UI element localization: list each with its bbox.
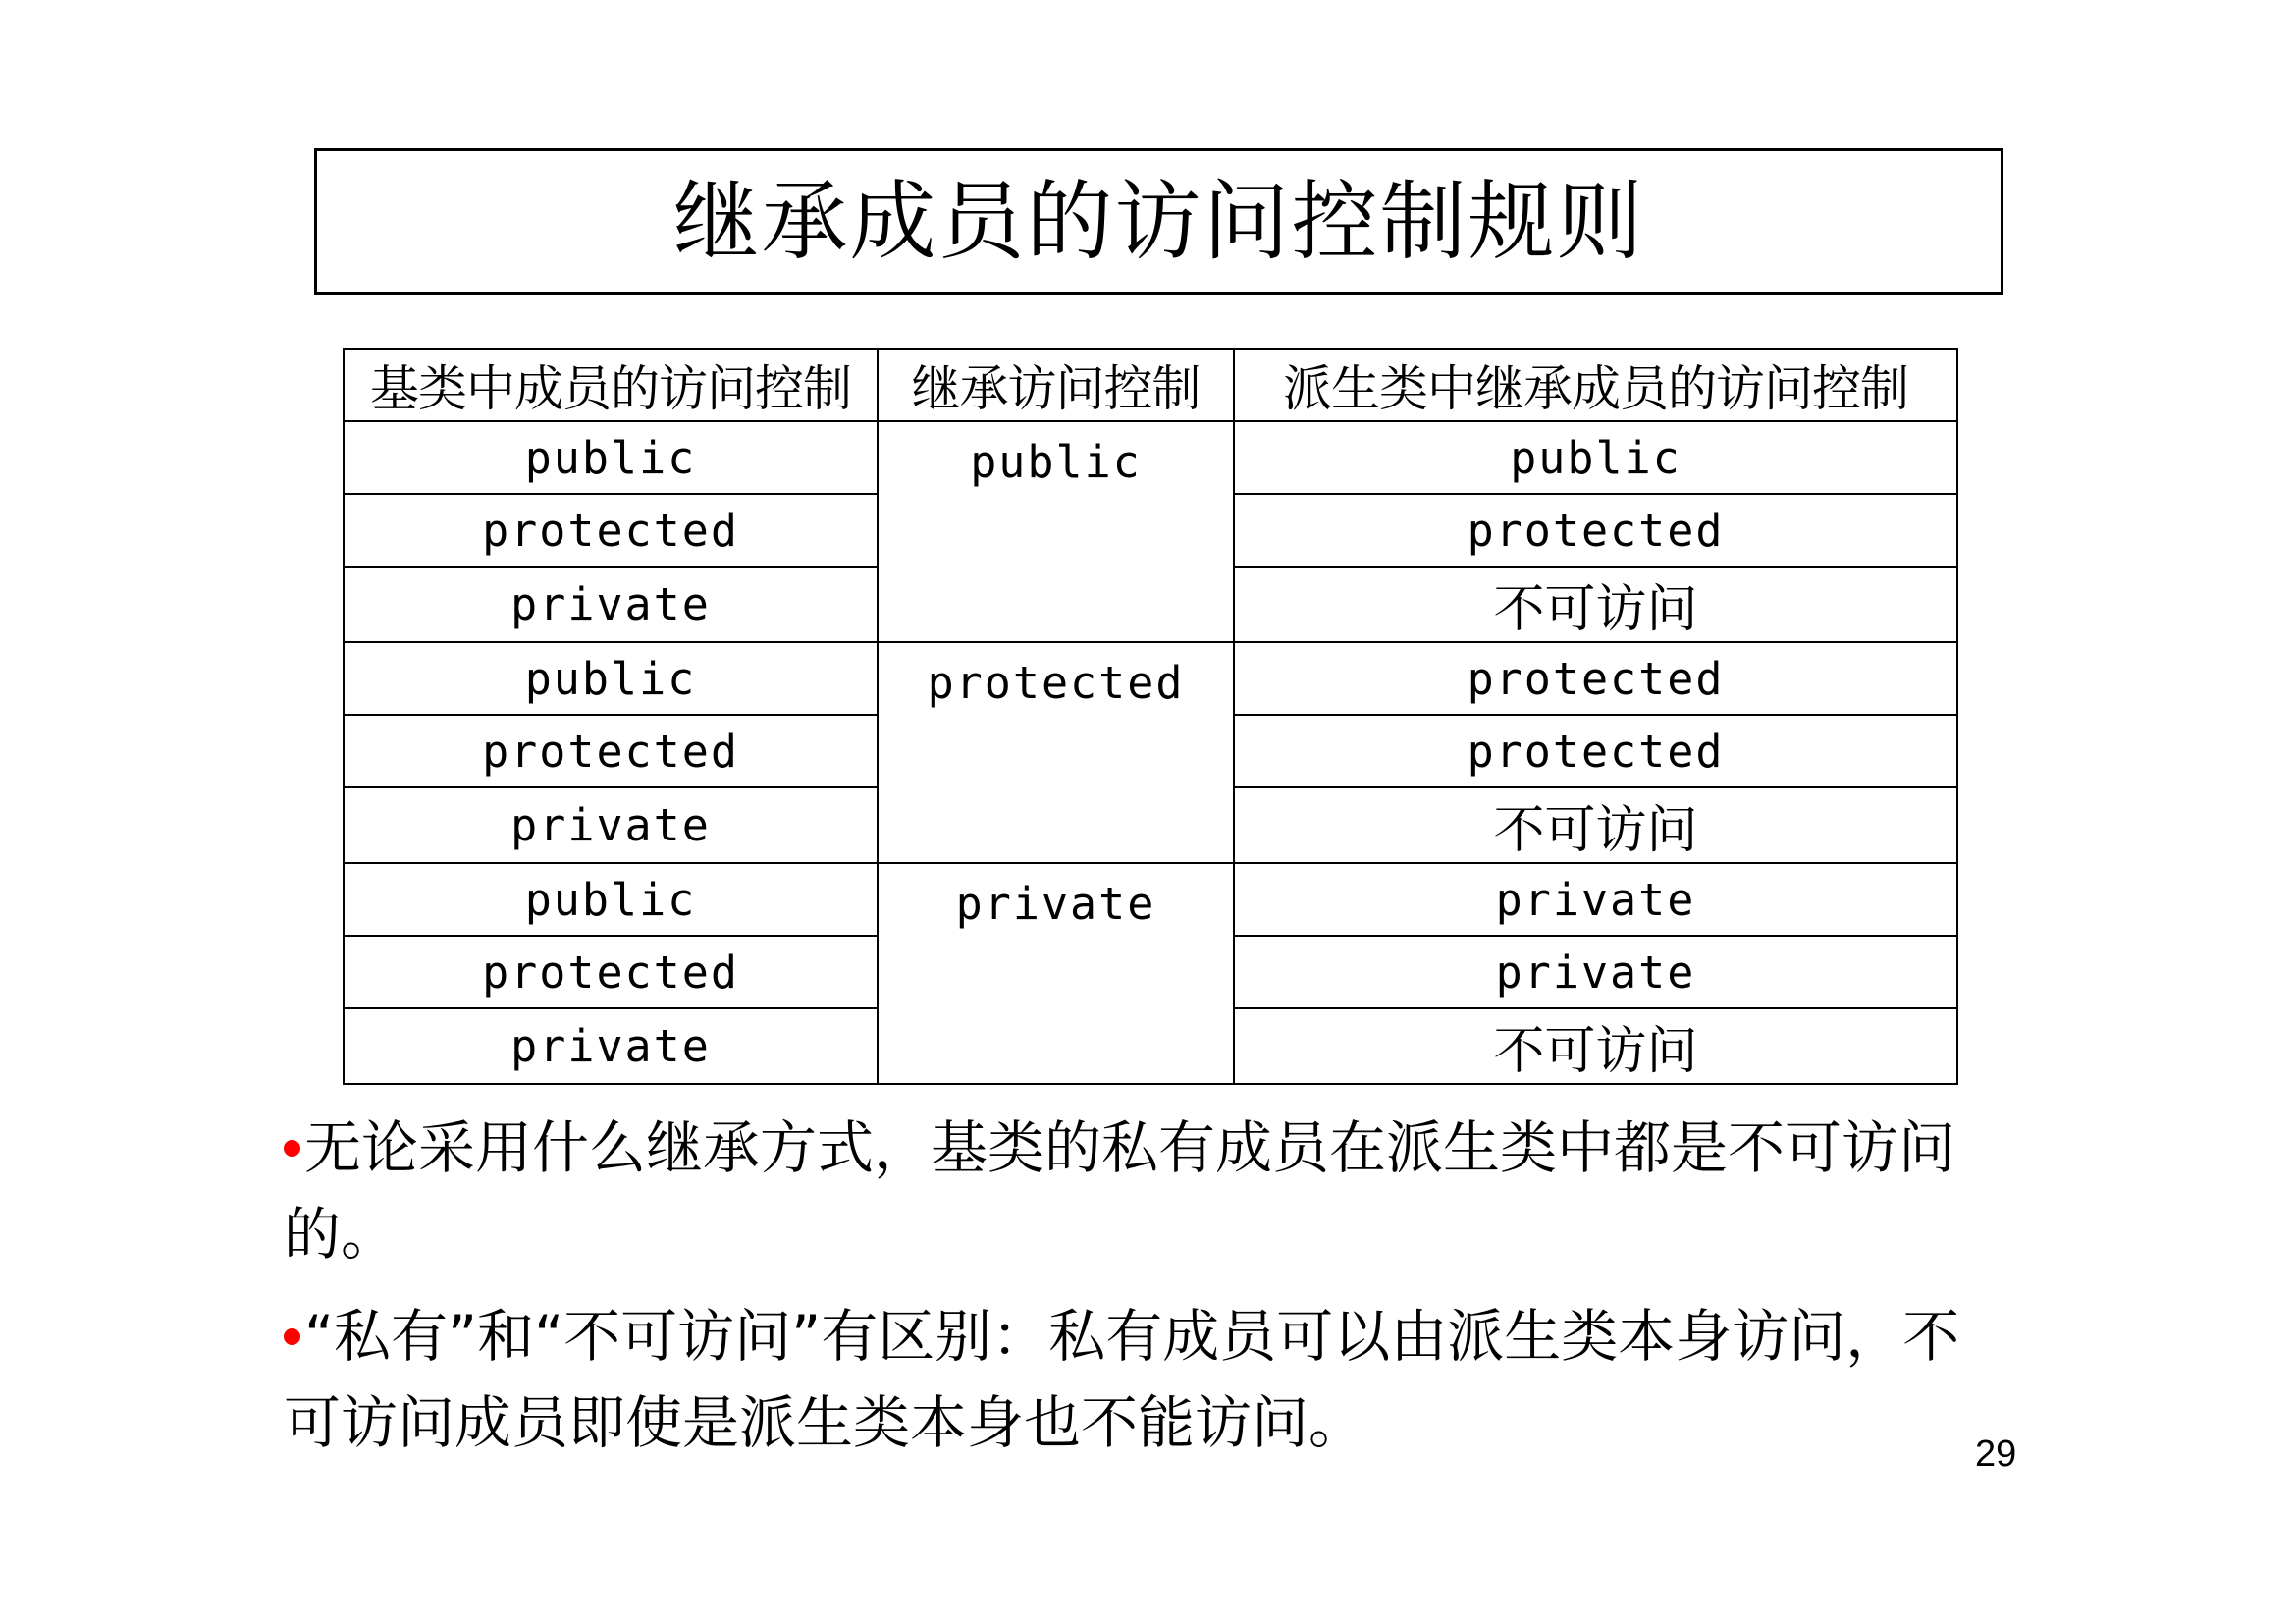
derived-access-cell: 不可访问 [1234,787,1957,863]
header-row [344,349,1957,421]
derived-access-cell: private [1234,863,1957,936]
derived-access-cell: protected [1234,715,1957,787]
red-bullet-icon [284,1140,300,1157]
base-access-cell: private [344,1008,878,1084]
access-rules-table [343,348,1958,1085]
base-access-cell: public [344,863,878,936]
base-access-cell: public [344,642,878,715]
derived-access-cell: protected [1234,642,1957,715]
inheritance-access-cell: protected [878,642,1234,863]
title-box [314,148,2003,295]
inheritance-access-cell: public [878,421,1234,642]
base-access-cell: private [344,787,878,863]
base-access-cell: protected [344,494,878,567]
note-private-vs-inaccessible [284,1293,2011,1466]
derived-access-cell: 不可访问 [1234,1008,1957,1084]
base-access-cell: protected [344,715,878,787]
header-inheritance-access: 继承访问控制 [878,349,1234,421]
note-private-members [284,1105,2011,1277]
base-access-cell: public [344,421,878,494]
table-row [344,421,1957,494]
base-access-cell: protected [344,936,878,1008]
note-text: “私有”和“不可访问”有区别：私有成员可以由派生类本身访问，不可访问成员即使是派生类本身也不能访问。 [284,1303,1960,1456]
header-derived-access: 派生类中继承成员的访问控制 [1234,349,1957,421]
derived-access-cell: 不可访问 [1234,567,1957,642]
page-number: 29 [1975,1434,2017,1475]
red-bullet-icon [284,1328,300,1345]
derived-access-cell: protected [1234,494,1957,567]
table-row [344,642,1957,715]
table-row [344,863,1957,936]
derived-access-cell: public [1234,421,1957,494]
page-title: 继承成员的访问控制规则 [672,170,1645,272]
base-access-cell: private [344,567,878,642]
header-base-access: 基类中成员的访问控制 [344,349,878,421]
note-text: 无论采用什么继承方式，基类的私有成员在派生类中都是不可访问的。 [284,1114,1956,1268]
inheritance-access-cell: private [878,863,1234,1084]
derived-access-cell: private [1234,936,1957,1008]
